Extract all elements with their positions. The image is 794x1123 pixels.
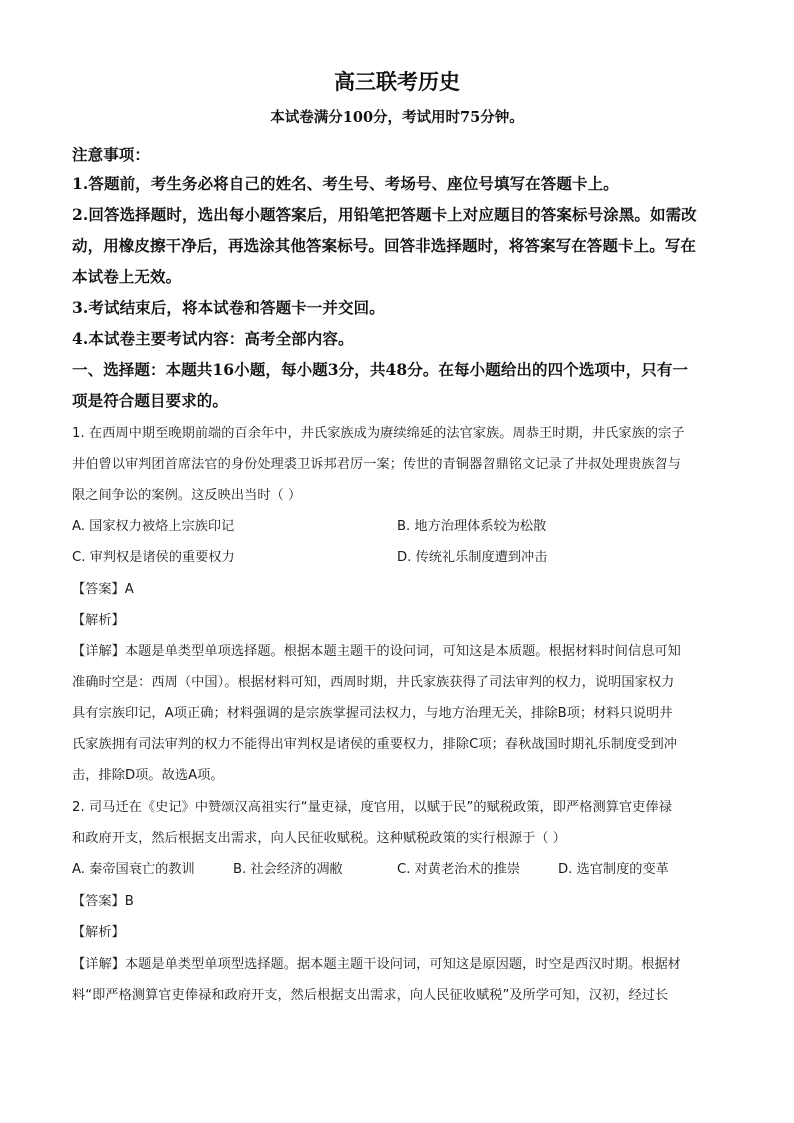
question-2-stem: 2. 司马迁在《史记》中赞颂汉高祖实行“量吏禄，度官用，以赋于民”的赋税政策，即严格测算官吏俸禄 (72, 800, 672, 815)
notice-line: 2.回答选择题时，选出每小题答案后，用铅笔把答题卡上对应题目的答案标号涂黑。如需改 (72, 205, 697, 224)
question-1-option-d: D. 传统礼乐制度遭到冲击 (397, 550, 548, 565)
notice-line: 4.本试卷主要考试内容：高考全部内容。 (72, 329, 354, 348)
question-1-detail: 击，排除D项。故选A项。 (72, 768, 224, 783)
question-2-analysis-heading: 【解析】 (72, 925, 125, 940)
question-1-detail: 【详解】本题是单类型单项选择题。根据本题主题干的设问词，可知这是本质题。根据材料时间信息可知 (72, 644, 681, 659)
notice-line: 本试卷上无效。 (72, 267, 182, 286)
question-2-option-a: A. 秦帝国衰亡的教训 (72, 862, 195, 877)
question-1-detail: 具有宗族印记，A项正确；材料强调的是宗族掌握司法权力，与地方治理无关，排除B项；材料只说明井 (72, 706, 673, 721)
question-2-option-b: B. 社会经济的凋敝 (233, 862, 343, 877)
exam-subtitle: 本试卷满分100分，考试用时75分钟。 (270, 109, 524, 126)
question-1-option-c: C. 审判权是诸侯的重要权力 (72, 550, 235, 565)
question-1-answer: 【答案】A (72, 582, 134, 597)
notice-heading: 注意事项： (72, 145, 151, 164)
notice-line: 1.答题前，考生务必将自己的姓名、考生号、考场号、座位号填写在答题卡上。 (72, 174, 619, 193)
question-1-detail: 准确时空是：西周（中国）。根据材料可知，西周时期，井氏家族获得了司法审判的权力，说明国家权力 (72, 675, 675, 690)
notice-line: 3.考试结束后，将本试卷和答题卡一并交回。 (72, 298, 385, 317)
section-heading: 项是符合题目要求的。 (72, 391, 229, 410)
question-1-option-b: B. 地方治理体系较为松散 (397, 519, 547, 534)
question-1-detail: 氏家族拥有司法审判的权力不能得出审判权是诸侯的重要权力，排除C项；春秋战国时期礼乐制度受到冲 (72, 737, 677, 752)
question-2-stem: 和政府开支，然后根据支出需求，向人民征收赋税。这种赋税政策的实行根源于（ ） (72, 831, 567, 846)
question-1-stem: 限之间争讼的案例。这反映出当时（ ） (72, 488, 302, 503)
question-1-stem: 井伯曾以审判团首席法官的身份处理裘卫诉邦君厉一案；传世的青铜器曶鼎铭文记录了井叔处理贵族曶与 (72, 457, 681, 472)
question-2-detail: 料“即严格测算官吏俸禄和政府开支，然后根据支出需求，向人民征收赋税”及所学可知，汉初，经过长 (72, 988, 669, 1003)
page-title: 高三联考历史 (334, 69, 460, 94)
question-2-option-c: C. 对黄老治术的推崇 (397, 862, 521, 877)
notice-line: 动，用橡皮擦干净后，再选涂其他答案标号。回答非选择题时，将答案写在答题卡上。写在 (72, 236, 697, 255)
question-2-detail: 【详解】本题是单类型单项型选择题。据本题主题干设问词，可知这是原因题，时空是西汉时期。根据材 (72, 957, 681, 972)
question-1-option-a: A. 国家权力被烙上宗族印记 (72, 519, 235, 534)
question-2-option-d: D. 选官制度的变革 (558, 862, 669, 877)
question-1-stem: 1. 在西周中期至晚期前端的百余年中，井氏家族成为赓续绵延的法官家族。周恭王时期，井氏家族的宗子 (72, 426, 685, 441)
question-2-answer: 【答案】B (72, 894, 134, 909)
section-heading: 一、选择题：本题共16小题，每小题3分，共48分。在每小题给出的四个选项中，只有一 (72, 360, 689, 379)
question-1-analysis-heading: 【解析】 (72, 613, 125, 628)
